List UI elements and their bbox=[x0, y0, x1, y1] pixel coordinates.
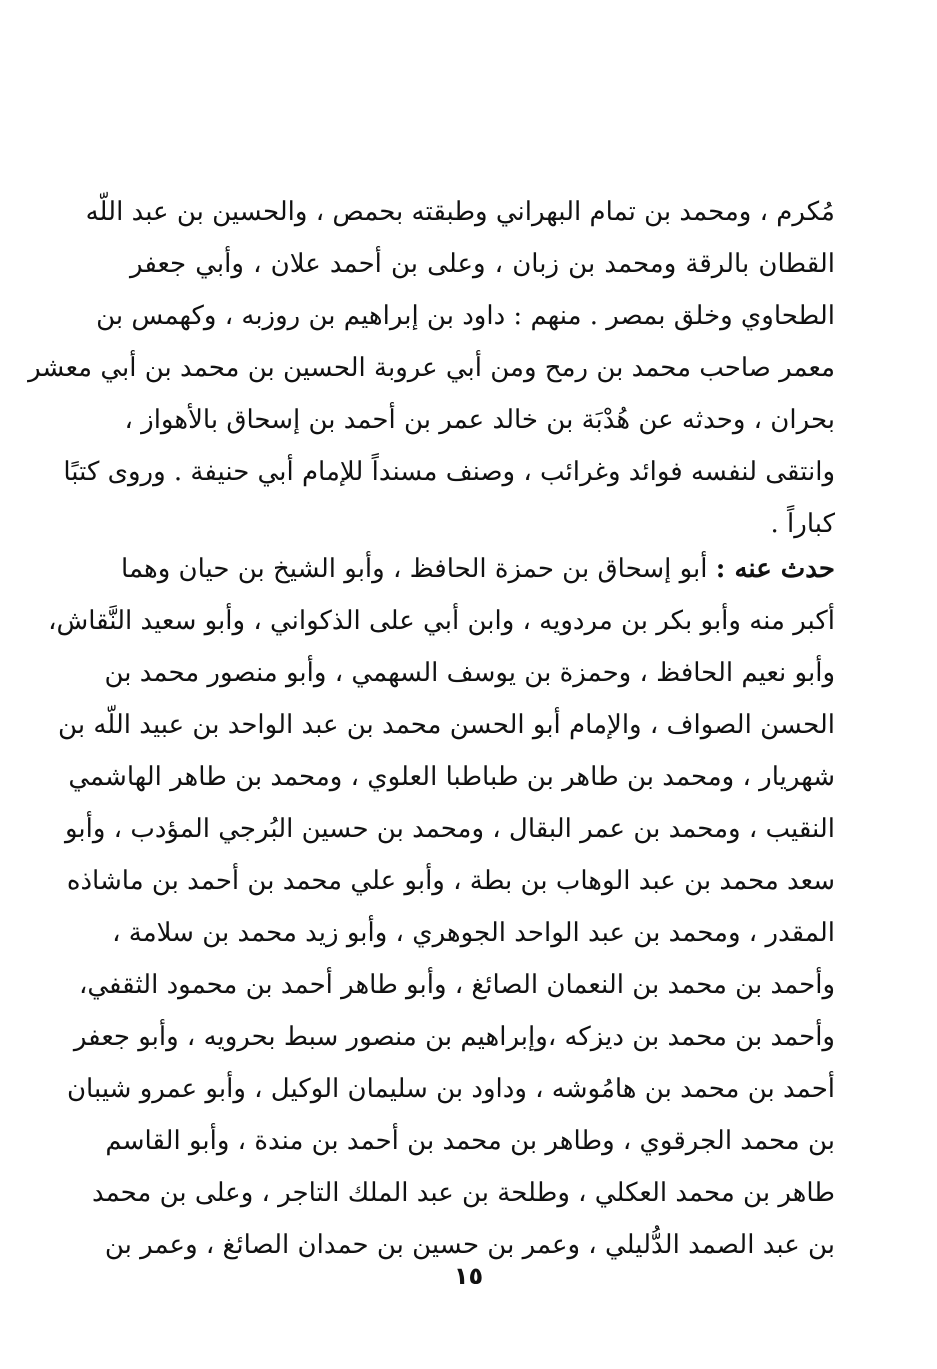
text-line: معمر صاحب محمد بن رمح ومن أبي عروبة الحسين بن محمد بن أبي معشر bbox=[28, 353, 835, 383]
text-line: الحسن الصواف ، والإمام أبو الحسن محمد بن عبد الواحد بن عبيد اللّه بن bbox=[58, 710, 835, 740]
text-line: أكبر منه وأبو بكر بن مردويه ، وابن أبي على الذكواني ، وأبو سعيد النَّقاش، bbox=[48, 606, 835, 636]
page-number: ١٥ bbox=[453, 1262, 484, 1290]
text-line: شهريار ، ومحمد بن طاهر بن طباطبا العلوي ، ومحمد بن طاهر الهاشمي bbox=[68, 762, 835, 792]
paragraph-2 bbox=[48, 543, 835, 1271]
text-line: وأحمد بن محمد بن ديزكه ،وإبراهيم بن منصور سبط بحرويه ، وأبو جعفر bbox=[73, 1022, 835, 1052]
paragraph-1 bbox=[28, 186, 835, 550]
text-line: أحمد بن محمد بن هامُوشه ، وداود بن سليمان الوكيل ، وأبو عمرو شيبان bbox=[66, 1074, 835, 1104]
text-line: سعد محمد بن عبد الوهاب بن بطة ، وأبو علي محمد بن أحمد بن ماشاذه bbox=[66, 866, 835, 896]
text-line: الطحاوي وخلق بمصر . منهم : داود بن إبراهيم بن روزبه ، وكهمس بن bbox=[96, 301, 835, 331]
text-line: مُكرم ، ومحمد بن تمام البهراني وطبقته بحمص ، والحسين بن عبد اللّه bbox=[85, 197, 835, 227]
text-line: المقدر ، ومحمد بن عبد الواحد الجوهري ، وأبو زيد محمد بن سلامة ، bbox=[112, 918, 835, 948]
text-line: القطان بالرقة ومحمد بن زبان ، وعلى بن أحمد علان ، وأبي جعفر bbox=[130, 249, 835, 279]
text-line: بن محمد الجرقوي ، وطاهر بن محمد بن أحمد بن مندة ، وأبو القاسم bbox=[105, 1126, 835, 1156]
text-line: النقيب ، ومحمد بن عمر البقال ، ومحمد بن حسين البُرجي المؤدب ، وأبو bbox=[64, 814, 835, 844]
text-line-rest: أبو إسحاق بن حمزة الحافظ ، وأبو الشيخ بن حيان وهما bbox=[121, 554, 716, 584]
text-line: بحران ، وحدثه عن هُدْبَة بن خالد عمر بن أحمد بن إسحاق بالأهواز ، bbox=[124, 405, 835, 435]
section-lead: حدث عنه : bbox=[715, 554, 835, 584]
text-line: وأبو نعيم الحافظ ، وحمزة بن يوسف السهمي ، وأبو منصور محمد بن bbox=[104, 658, 835, 688]
text-line-first bbox=[121, 543, 835, 595]
text-line: طاهر بن محمد العكلي ، وطلحة بن عبد الملك التاجر ، وعلى بن محمد bbox=[91, 1178, 835, 1208]
text-line: وأحمد بن محمد بن النعمان الصائغ ، وأبو طاهر أحمد بن محمود الثقفي، bbox=[78, 970, 835, 1000]
text-line: بن عبد الصمد الدُّليلي ، وعمر بن حسين بن حمدان الصائغ ، وعمر بن bbox=[104, 1230, 835, 1260]
text-line: وانتقى لنفسه فوائد وغرائب ، وصنف مسنداً للإمام أبي حنيفة . وروى كتبًا bbox=[63, 457, 835, 487]
text-line: كباراً . bbox=[770, 509, 835, 539]
